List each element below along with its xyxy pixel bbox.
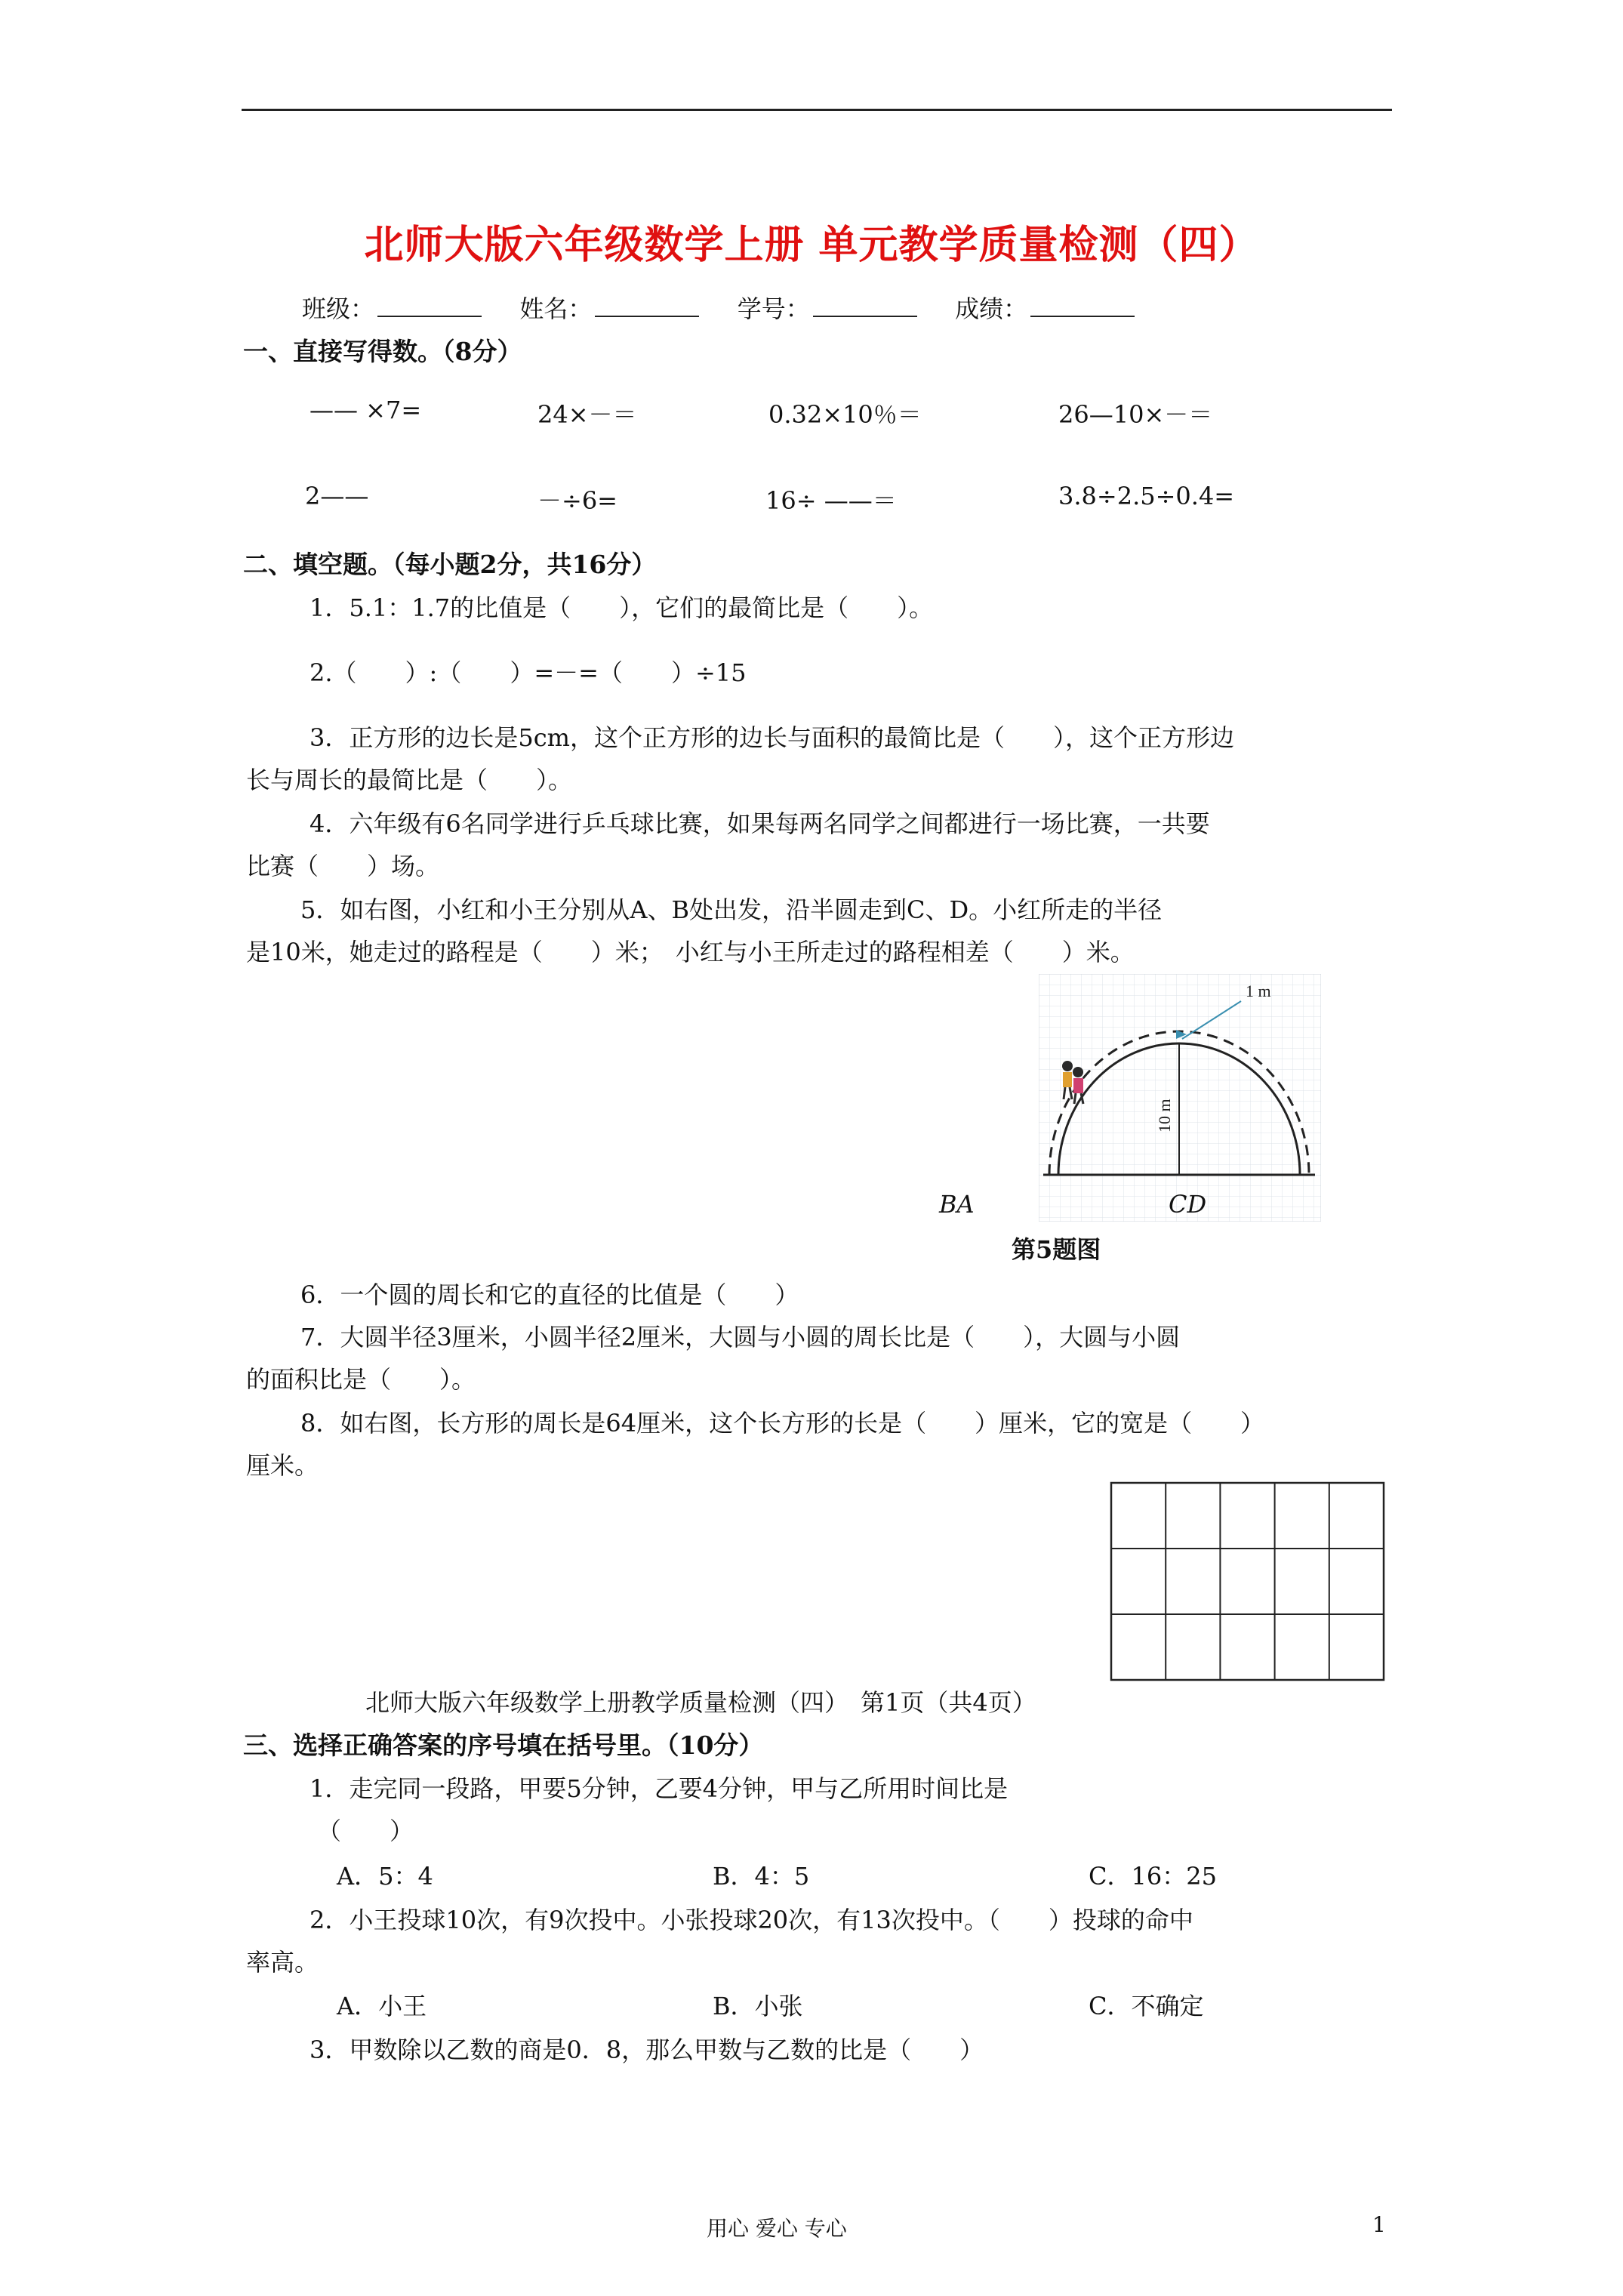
s2-q3-line2: 长与周长的最简比是（ ）。 xyxy=(246,766,573,794)
s1-r1-c3: 0.32×10％＝ xyxy=(768,400,922,429)
s3-q3: 3．甲数除以乙数的商是0．8，那么甲数与乙数的比是（ ） xyxy=(310,2036,984,2064)
s1-r2-c2: －÷6= xyxy=(537,486,617,515)
section-2-heading: 二、填空题。（每小题2分，共16分） xyxy=(243,550,657,579)
section-1-heading: 一、直接写得数。（8分） xyxy=(243,337,522,366)
rectangle-grid-diagram xyxy=(1110,1481,1385,1681)
label-1m: 1 m xyxy=(1246,982,1271,1000)
s1-r1-c4: 26—10×－＝ xyxy=(1058,400,1213,429)
fig5-left-label: BA xyxy=(939,1190,975,1219)
s2-q3-line1: 3．正方形的边长是5cm，这个正方形的边长与面积的最简比是（ ），这个正方形边 xyxy=(310,723,1234,752)
student-info-row xyxy=(302,290,1135,325)
s1-r2-c3: 16÷ ——＝ xyxy=(765,486,897,515)
s3-q1-option-a: A．5：4 xyxy=(337,1862,433,1891)
info-id-label: 学号： xyxy=(737,294,810,323)
semicircle-diagram xyxy=(1039,974,1321,1222)
label-10m: 10 m xyxy=(1155,1099,1174,1133)
page-title: 北师大版六年级数学上册 单元教学质量检测（四） xyxy=(364,222,1259,268)
info-score-label: 成绩： xyxy=(955,294,1028,323)
footer-page-number: 1 xyxy=(1372,2212,1386,2237)
s1-r2-c4: 3.8÷2.5÷0.4= xyxy=(1058,482,1235,510)
s3-q1: 1．走完同一段路，甲要5分钟，乙要4分钟，甲与乙所用时间比是 xyxy=(310,1774,1009,1803)
s2-q5-line2: 是10米，她走过的路程是（ ）米； 小红与小王所走过的路程相差（ ）米。 xyxy=(246,938,1135,966)
page-footer-mid: 北师大版六年级数学上册教学质量检测（四） 第1页（共4页） xyxy=(365,1688,1036,1717)
footer-motto: 用心 爱心 专心 xyxy=(707,2216,847,2241)
grid-lines xyxy=(1111,1483,1384,1680)
s3-q2-line1: 2．小王投球10次，有9次投中。小张投球20次，有13次投中。（ ）投球的命中 xyxy=(310,1906,1193,1934)
s1-r1-c2: 24×－＝ xyxy=(537,400,637,429)
s2-q8-line1: 8．如右图，长方形的周长是64厘米，这个长方形的长是（ ）厘米，它的宽是（ ） xyxy=(300,1409,1265,1438)
s2-q4-line2: 比赛（ ）场。 xyxy=(246,852,440,880)
s3-q2-option-c: C．不确定 xyxy=(1089,1992,1204,2020)
grid-outline xyxy=(1111,1483,1384,1680)
s2-q1: 1．5.1：1.7的比值是（ ），它们的最简比是（ ）。 xyxy=(310,593,934,622)
s3-q2-option-b: B．小张 xyxy=(713,1992,803,2020)
info-name-blank[interactable] xyxy=(595,293,699,317)
s1-r2-c1: 2—— xyxy=(305,482,369,510)
s1-r1-c1: —— ×7= xyxy=(310,396,422,424)
s3-q2-option-a: A．小王 xyxy=(337,1992,427,2020)
info-class-label: 班级： xyxy=(302,294,375,323)
info-class-blank[interactable] xyxy=(377,293,482,317)
s2-q8-line2: 厘米。 xyxy=(246,1451,319,1480)
fig5-caption: 第5题图 xyxy=(1012,1235,1101,1264)
fig5-right-label: CD xyxy=(1169,1190,1207,1219)
s3-q2-line2: 率高。 xyxy=(246,1948,319,1977)
info-score-blank[interactable] xyxy=(1030,293,1135,317)
s2-q2: 2.（ ）:（ ）=－=（ ）÷15 xyxy=(310,658,747,687)
info-name-label: 姓名： xyxy=(519,294,593,323)
s2-q7-line2: 的面积比是（ ）。 xyxy=(246,1365,476,1394)
s3-q1-option-c: C．16：25 xyxy=(1089,1862,1217,1891)
s2-q5-line1: 5．如右图，小红和小王分别从A、B处出发，沿半圆走到C、D。小红所走的半径 xyxy=(300,895,1163,924)
s3-q1-option-b: B．4：5 xyxy=(713,1862,810,1891)
top-rule xyxy=(242,109,1392,111)
s2-q6: 6．一个圆的周长和它的直径的比值是（ ） xyxy=(300,1281,799,1309)
s2-q4-line1: 4．六年级有6名同学进行乒乓球比赛，如果每两名同学之间都进行一场比赛，一共要 xyxy=(310,809,1210,838)
s3-q1-paren: （ ） xyxy=(317,1817,414,1845)
info-id-blank[interactable] xyxy=(813,293,917,317)
section-3-heading: 三、选择正确答案的序号填在括号里。（10分） xyxy=(243,1730,764,1760)
s2-q7-line1: 7．大圆半径3厘米，小圆半径2厘米，大圆与小圆的周长比是（ ），大圆与小圆 xyxy=(300,1323,1181,1351)
